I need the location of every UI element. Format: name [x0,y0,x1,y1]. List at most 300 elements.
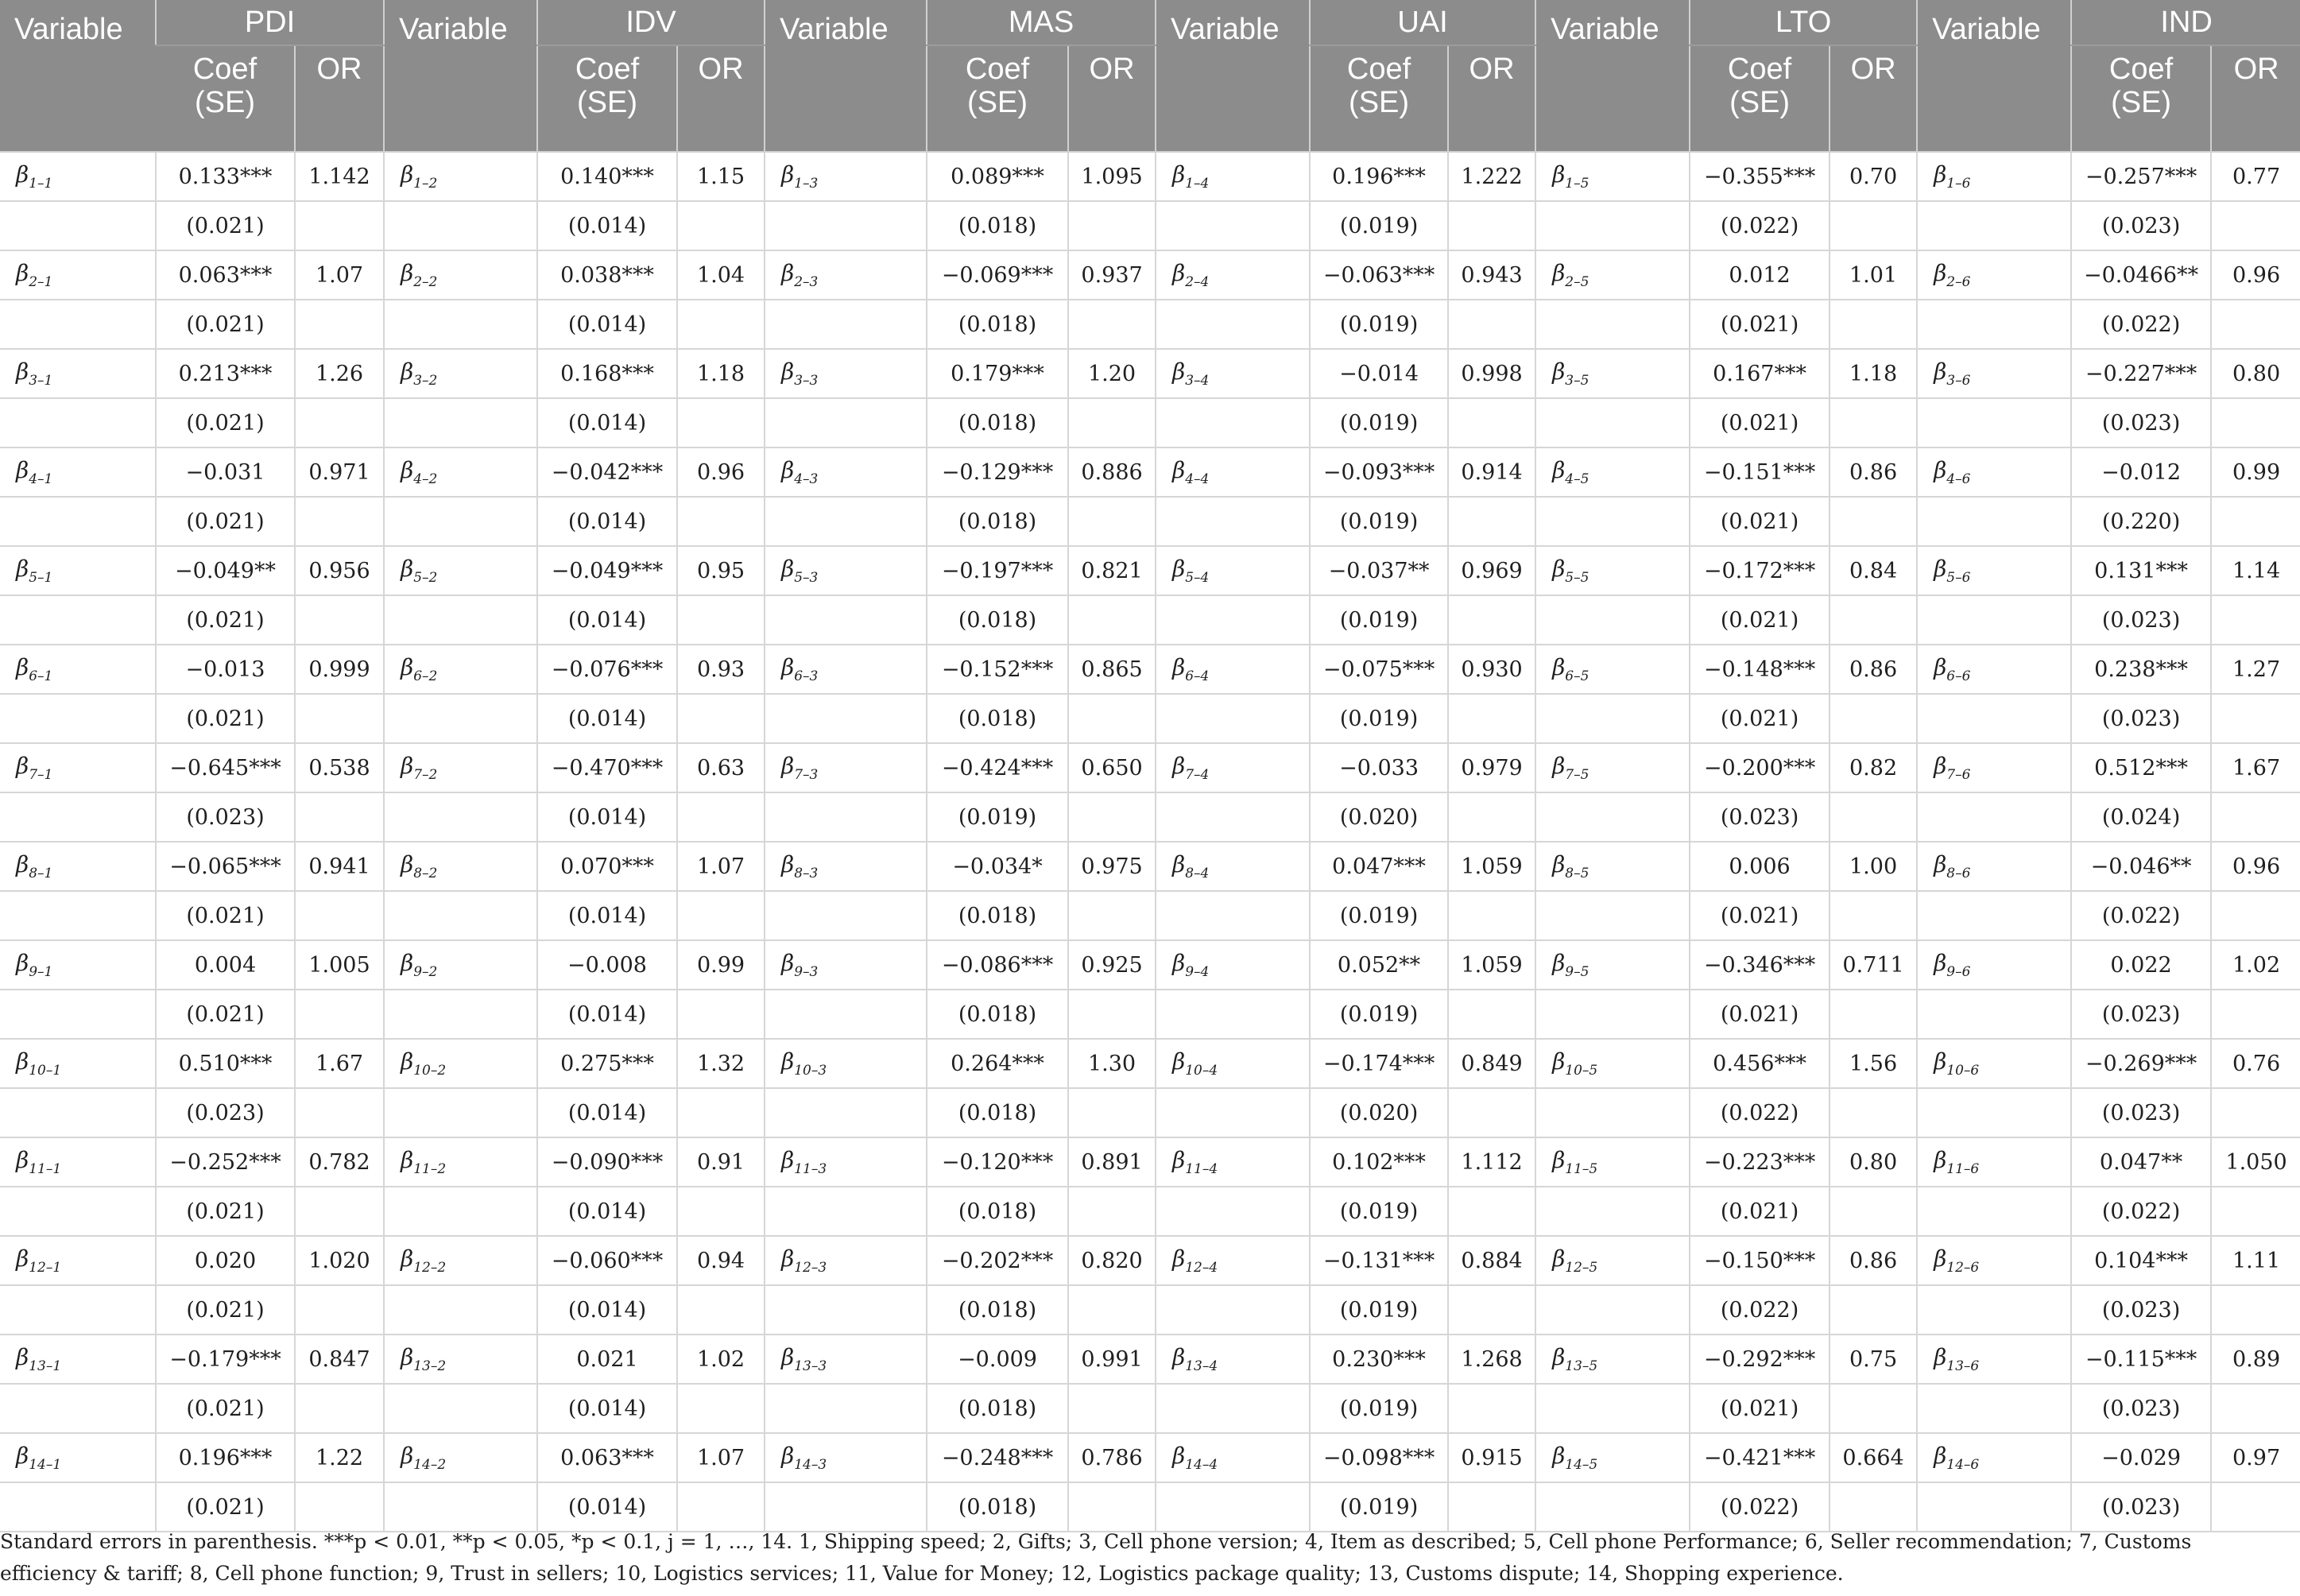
se-cell: (0.018) [927,1285,1068,1335]
or-cell: 0.786 [1068,1433,1156,1482]
variable-beta-11-3: $\beta_{11-3}$ [765,1137,927,1187]
coef-cell: −0.470*** [537,743,677,792]
coef-cell: −0.269*** [2071,1039,2211,1088]
or-cell: 0.91 [677,1137,765,1187]
variable-beta-13-6: $\beta_{13-6}$ [1917,1335,2071,1384]
empty-cell [1448,1482,1535,1532]
variable-beta-13-4: $\beta_{13-4}$ [1156,1335,1310,1384]
or-cell: 0.80 [2211,349,2300,398]
or-cell: 1.059 [1448,842,1535,891]
empty-cell [2211,300,2300,349]
empty-cell [295,694,384,743]
empty-cell [677,300,765,349]
table-row-coef [0,1039,2300,1088]
variable-beta-13-5: $\beta_{13-5}$ [1535,1335,1690,1384]
empty-cell [1535,398,1690,447]
coef-cell: −0.227*** [2071,349,2211,398]
header-or: OR [295,45,384,152]
se-cell: (0.018) [927,694,1068,743]
variable-beta-2-6: $\beta_{2-6}$ [1917,250,2071,300]
variable-beta-12-2: $\beta_{12-2}$ [384,1236,537,1285]
se-cell: (0.020) [1310,1088,1448,1137]
or-cell: 0.96 [677,447,765,497]
or-cell: 0.75 [1830,1335,1917,1384]
variable-beta-12-3: $\beta_{12-3}$ [765,1236,927,1285]
coef-cell: −0.012 [2071,447,2211,497]
or-cell: 0.86 [1830,1236,1917,1285]
empty-cell [1535,1482,1690,1532]
empty-cell [1156,1187,1310,1236]
empty-cell [384,792,537,842]
coef-cell: −0.046** [2071,842,2211,891]
coef-cell: −0.037** [1310,546,1448,595]
variable-beta-7-3: $\beta_{7-3}$ [765,743,927,792]
coef-cell: 0.020 [156,1236,295,1285]
se-cell: (0.021) [1690,1187,1830,1236]
empty-cell [295,1088,384,1137]
variable-beta-1-6: $\beta_{1-6}$ [1917,152,2071,201]
se-cell: (0.014) [537,1482,677,1532]
empty-cell [1535,694,1690,743]
variable-beta-11-5: $\beta_{11-5}$ [1535,1137,1690,1187]
variable-beta-1-5: $\beta_{1-5}$ [1535,152,1690,201]
se-cell: (0.018) [927,1482,1068,1532]
empty-cell [1448,694,1535,743]
variable-beta-7-2: $\beta_{7-2}$ [384,743,537,792]
coef-cell: 0.047*** [1310,842,1448,891]
se-cell: (0.023) [2071,1285,2211,1335]
empty-cell [1830,398,1917,447]
variable-beta-11-6: $\beta_{11-6}$ [1917,1137,2071,1187]
se-cell: (0.021) [156,891,295,940]
se-cell: (0.021) [1690,300,1830,349]
se-cell: (0.019) [1310,990,1448,1039]
coef-cell: −0.049*** [537,546,677,595]
or-cell: 0.86 [1830,447,1917,497]
or-cell: 0.99 [677,940,765,990]
se-cell: (0.220) [2071,497,2211,546]
empty-cell [677,595,765,645]
empty-cell [765,792,927,842]
coef-cell: 0.052** [1310,940,1448,990]
coef-cell: 0.133*** [156,152,295,201]
table-row-se [0,1187,2300,1236]
coef-cell: −0.197*** [927,546,1068,595]
empty-cell [1448,1384,1535,1433]
empty-cell [1535,1088,1690,1137]
empty-cell [1917,595,2071,645]
empty-cell [2211,891,2300,940]
se-cell: (0.023) [2071,398,2211,447]
header-coef-se: Coef (SE) [2071,45,2211,152]
se-cell: (0.023) [156,1088,295,1137]
se-cell: (0.023) [2071,1482,2211,1532]
empty-cell [1535,891,1690,940]
variable-beta-7-4: $\beta_{7-4}$ [1156,743,1310,792]
coef-cell: −0.346*** [1690,940,1830,990]
empty-cell [1917,1187,2071,1236]
empty-cell [0,1482,156,1532]
or-cell: 0.930 [1448,645,1535,694]
table-row-coef [0,349,2300,398]
empty-cell [1068,1187,1156,1236]
or-cell: 1.02 [2211,940,2300,990]
variable-beta-4-6: $\beta_{4-6}$ [1917,447,2071,497]
variable-beta-9-2: $\beta_{9-2}$ [384,940,537,990]
variable-beta-14-4: $\beta_{14-4}$ [1156,1433,1310,1482]
coef-cell: −0.115*** [2071,1335,2211,1384]
or-cell: 1.07 [677,842,765,891]
empty-cell [1917,1285,2071,1335]
table-row-se [0,792,2300,842]
empty-cell [384,595,537,645]
se-cell: (0.022) [2071,1187,2211,1236]
header-coef-se: Coef (SE) [1690,45,1830,152]
se-cell: (0.019) [1310,1285,1448,1335]
empty-cell [1917,694,2071,743]
coef-cell: −0.200*** [1690,743,1830,792]
empty-cell [1068,1088,1156,1137]
empty-cell [765,595,927,645]
se-cell: (0.021) [1690,990,1830,1039]
empty-cell [1448,1088,1535,1137]
variable-beta-3-4: $\beta_{3-4}$ [1156,349,1310,398]
se-cell: (0.022) [2071,300,2211,349]
empty-cell [1535,201,1690,250]
variable-beta-12-5: $\beta_{12-5}$ [1535,1236,1690,1285]
coef-cell: 0.456*** [1690,1039,1830,1088]
or-cell: 0.925 [1068,940,1156,990]
coef-cell: 0.131*** [2071,546,2211,595]
variable-beta-5-6: $\beta_{5-6}$ [1917,546,2071,595]
coef-cell: 0.104*** [2071,1236,2211,1285]
or-cell: 0.711 [1830,940,1917,990]
header-coef-se: Coef (SE) [1310,45,1448,152]
coef-cell: 0.264*** [927,1039,1068,1088]
empty-cell [1156,1482,1310,1532]
variable-beta-7-5: $\beta_{7-5}$ [1535,743,1690,792]
empty-cell [384,1285,537,1335]
empty-cell [765,990,927,1039]
empty-cell [677,792,765,842]
variable-beta-5-2: $\beta_{5-2}$ [384,546,537,595]
or-cell: 1.142 [295,152,384,201]
empty-cell [1917,300,2071,349]
or-cell: 1.01 [1830,250,1917,300]
se-cell: (0.021) [1690,694,1830,743]
se-cell: (0.014) [537,1285,677,1335]
coef-cell: −0.152*** [927,645,1068,694]
variable-beta-9-1: $\beta_{9-1}$ [0,940,156,990]
variable-beta-6-1: $\beta_{6-1}$ [0,645,156,694]
empty-cell [0,792,156,842]
empty-cell [2211,990,2300,1039]
se-cell: (0.023) [1690,792,1830,842]
empty-cell [384,1088,537,1137]
coef-cell: −0.086*** [927,940,1068,990]
empty-cell [765,201,927,250]
or-cell: 0.76 [2211,1039,2300,1088]
se-cell: (0.021) [1690,497,1830,546]
variable-beta-1-3: $\beta_{1-3}$ [765,152,927,201]
se-cell: (0.014) [537,595,677,645]
coef-cell: −0.252*** [156,1137,295,1187]
se-cell: (0.014) [537,300,677,349]
coef-cell: 0.140*** [537,152,677,201]
empty-cell [295,398,384,447]
se-cell: (0.023) [2071,595,2211,645]
empty-cell [0,694,156,743]
empty-cell [384,694,537,743]
coef-cell: −0.065*** [156,842,295,891]
variable-beta-10-2: $\beta_{10-2}$ [384,1039,537,1088]
coef-cell: −0.148*** [1690,645,1830,694]
variable-beta-4-4: $\beta_{4-4}$ [1156,447,1310,497]
se-cell: (0.019) [1310,891,1448,940]
header-group-ind: IND [2071,0,2300,45]
empty-cell [1535,1187,1690,1236]
empty-cell [765,1088,927,1137]
empty-cell [384,497,537,546]
empty-cell [765,1187,927,1236]
table-row-coef [0,940,2300,990]
header-or: OR [2211,45,2300,152]
or-cell: 0.80 [1830,1137,1917,1187]
empty-cell [0,1187,156,1236]
empty-cell [2211,694,2300,743]
empty-cell [1448,1187,1535,1236]
empty-cell [384,990,537,1039]
empty-cell [1448,398,1535,447]
coef-cell: −0.014 [1310,349,1448,398]
coef-cell: 0.063*** [537,1433,677,1482]
coef-cell: −0.424*** [927,743,1068,792]
or-cell: 1.005 [295,940,384,990]
se-cell: (0.014) [537,1088,677,1137]
empty-cell [1830,1482,1917,1532]
empty-cell [677,201,765,250]
or-cell: 0.821 [1068,546,1156,595]
or-cell: 0.979 [1448,743,1535,792]
empty-cell [1156,891,1310,940]
empty-cell [1156,300,1310,349]
se-cell: (0.019) [1310,300,1448,349]
se-cell: (0.014) [537,497,677,546]
empty-cell [1535,792,1690,842]
coef-cell: 0.063*** [156,250,295,300]
se-cell: (0.014) [537,1384,677,1433]
variable-beta-2-3: $\beta_{2-3}$ [765,250,927,300]
variable-beta-3-6: $\beta_{3-6}$ [1917,349,2071,398]
variable-beta-14-5: $\beta_{14-5}$ [1535,1433,1690,1482]
coef-cell: −0.150*** [1690,1236,1830,1285]
se-cell: (0.018) [927,1187,1068,1236]
se-cell: (0.014) [537,201,677,250]
se-cell: (0.014) [537,398,677,447]
or-cell: 0.886 [1068,447,1156,497]
empty-cell [384,891,537,940]
header-variable: Variable [765,0,927,152]
or-cell: 1.30 [1068,1039,1156,1088]
header-or: OR [1830,45,1917,152]
coef-cell: −0.029 [2071,1433,2211,1482]
empty-cell [295,201,384,250]
coef-cell: 0.213*** [156,349,295,398]
se-cell: (0.023) [2071,1088,2211,1137]
or-cell: 0.95 [677,546,765,595]
header-coef-se: Coef (SE) [537,45,677,152]
coef-cell: 0.021 [537,1335,677,1384]
or-cell: 0.70 [1830,152,1917,201]
se-cell: (0.019) [1310,1187,1448,1236]
or-cell: 0.991 [1068,1335,1156,1384]
or-cell: 0.884 [1448,1236,1535,1285]
or-cell: 1.059 [1448,940,1535,990]
coef-cell: −0.060*** [537,1236,677,1285]
empty-cell [1068,1384,1156,1433]
variable-beta-5-3: $\beta_{5-3}$ [765,546,927,595]
se-cell: (0.019) [1310,1384,1448,1433]
empty-cell [1830,694,1917,743]
coef-cell: −0.151*** [1690,447,1830,497]
variable-beta-9-3: $\beta_{9-3}$ [765,940,927,990]
or-cell: 1.07 [677,1433,765,1482]
coef-cell: −0.129*** [927,447,1068,497]
empty-cell [295,891,384,940]
table-row-se [0,1088,2300,1137]
empty-cell [1830,1187,1917,1236]
empty-cell [1068,398,1156,447]
empty-cell [1068,1482,1156,1532]
variable-beta-8-5: $\beta_{8-5}$ [1535,842,1690,891]
table-row-se [0,398,2300,447]
or-cell: 1.26 [295,349,384,398]
empty-cell [0,398,156,447]
variable-beta-9-5: $\beta_{9-5}$ [1535,940,1690,990]
se-cell: (0.019) [927,792,1068,842]
or-cell: 0.915 [1448,1433,1535,1482]
empty-cell [0,990,156,1039]
se-cell: (0.023) [2071,694,2211,743]
empty-cell [1068,694,1156,743]
coef-cell: −0.033 [1310,743,1448,792]
coef-cell: 0.012 [1690,250,1830,300]
empty-cell [1068,792,1156,842]
empty-cell [1448,300,1535,349]
or-cell: 0.865 [1068,645,1156,694]
header-row-groups [0,0,2300,45]
empty-cell [1535,1384,1690,1433]
or-cell: 1.02 [677,1335,765,1384]
or-cell: 1.67 [295,1039,384,1088]
se-cell: (0.022) [1690,201,1830,250]
empty-cell [1917,398,2071,447]
or-cell: 0.94 [677,1236,765,1285]
empty-cell [295,300,384,349]
empty-cell [1068,595,1156,645]
empty-cell [2211,1187,2300,1236]
empty-cell [295,1187,384,1236]
empty-cell [765,300,927,349]
or-cell: 0.969 [1448,546,1535,595]
empty-cell [1830,300,1917,349]
variable-beta-3-5: $\beta_{3-5}$ [1535,349,1690,398]
variable-beta-4-2: $\beta_{4-2}$ [384,447,537,497]
empty-cell [677,497,765,546]
variable-beta-6-6: $\beta_{6-6}$ [1917,645,2071,694]
empty-cell [1448,1285,1535,1335]
table-row-coef [0,1335,2300,1384]
variable-beta-7-1: $\beta_{7-1}$ [0,743,156,792]
se-cell: (0.019) [1310,497,1448,546]
empty-cell [2211,1384,2300,1433]
or-cell: 0.77 [2211,152,2300,201]
or-cell: 1.56 [1830,1039,1917,1088]
variable-beta-6-2: $\beta_{6-2}$ [384,645,537,694]
variable-beta-2-1: $\beta_{2-1}$ [0,250,156,300]
variable-beta-11-4: $\beta_{11-4}$ [1156,1137,1310,1187]
se-cell: (0.021) [1690,398,1830,447]
se-cell: (0.024) [2071,792,2211,842]
variable-beta-10-5: $\beta_{10-5}$ [1535,1039,1690,1088]
empty-cell [1068,990,1156,1039]
coef-cell: 0.275*** [537,1039,677,1088]
or-cell: 0.891 [1068,1137,1156,1187]
empty-cell [295,1482,384,1532]
table-row-se [0,300,2300,349]
coef-cell: −0.248*** [927,1433,1068,1482]
empty-cell [1448,990,1535,1039]
se-cell: (0.018) [927,398,1068,447]
empty-cell [1917,497,2071,546]
variable-beta-5-1: $\beta_{5-1}$ [0,546,156,595]
empty-cell [765,398,927,447]
empty-cell [1917,1384,2071,1433]
coef-cell: −0.131*** [1310,1236,1448,1285]
or-cell: 0.93 [677,645,765,694]
or-cell: 0.538 [295,743,384,792]
coef-cell: 0.089*** [927,152,1068,201]
empty-cell [1068,1285,1156,1335]
empty-cell [1156,1384,1310,1433]
variable-beta-8-2: $\beta_{8-2}$ [384,842,537,891]
coef-cell: −0.421*** [1690,1433,1830,1482]
or-cell: 0.847 [295,1335,384,1384]
coef-cell: −0.090*** [537,1137,677,1187]
se-cell: (0.018) [927,990,1068,1039]
table-header [0,0,2300,152]
coef-cell: −0.174*** [1310,1039,1448,1088]
coef-cell: −0.098*** [1310,1433,1448,1482]
header-variable: Variable [1535,0,1690,152]
or-cell: 1.07 [295,250,384,300]
empty-cell [677,1482,765,1532]
empty-cell [1917,792,2071,842]
se-cell: (0.019) [1310,1482,1448,1532]
header-variable: Variable [1156,0,1310,152]
empty-cell [1156,694,1310,743]
coef-cell: −0.075*** [1310,645,1448,694]
empty-cell [1156,1088,1310,1137]
empty-cell [0,1384,156,1433]
empty-cell [0,595,156,645]
coef-cell: −0.076*** [537,645,677,694]
variable-beta-10-4: $\beta_{10-4}$ [1156,1039,1310,1088]
empty-cell [2211,398,2300,447]
table-row-coef [0,1433,2300,1482]
or-cell: 0.849 [1448,1039,1535,1088]
se-cell: (0.018) [927,1384,1068,1433]
